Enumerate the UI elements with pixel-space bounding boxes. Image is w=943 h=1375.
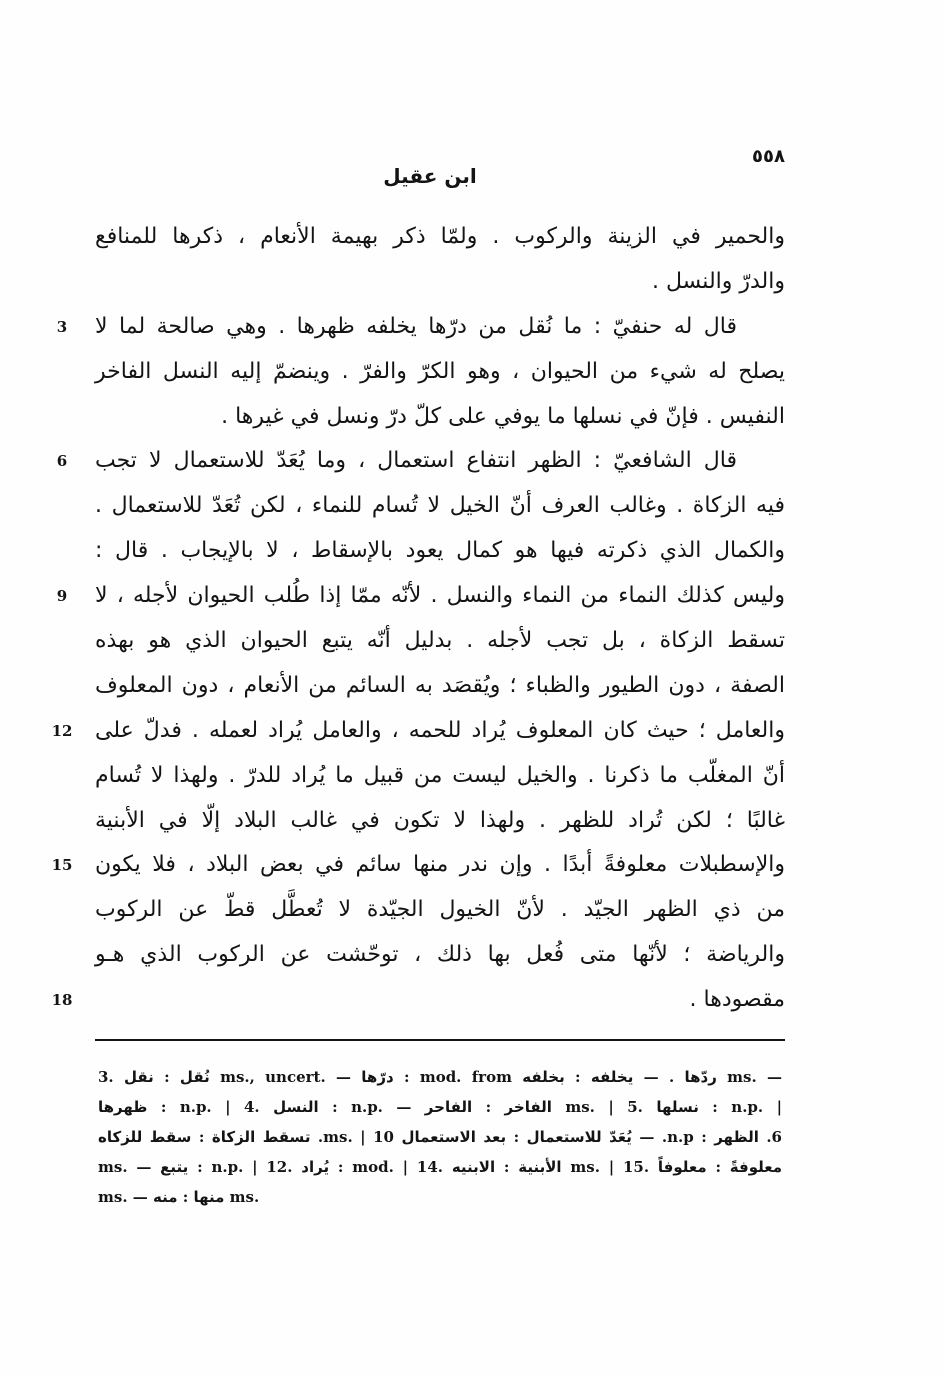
line-text: فيه الزكاة . وغالب العرف أنّ الخيل لا تُسام للنماء ، لكن تُعَدّ للاستعمال .: [95, 493, 785, 519]
line-text: والإسطبلات معلوفةً أبدًا . وإن ندر منها سائم في بعض البلاد ، فلا يكون: [95, 852, 785, 878]
line-text: تسقط الزكاة ، بل تجب لأجله . بدليل أنّه يتبع الحيوان الذي هو بهذه: [95, 628, 785, 654]
running-title: ابن عقيل: [383, 164, 477, 188]
footnote-separator: [95, 1039, 785, 1041]
line-number: 15: [51, 856, 73, 875]
line-text: والكمال الذي ذكرته فيها هو كمال يعود بالإسقاط ، لا بالإيجاب . قال :: [95, 538, 785, 564]
text-line: [51, 978, 785, 1023]
line-number: 18: [51, 991, 73, 1010]
line-text: وليس كذلك النماء من النماء والنسل . لأنّه ممّا إذا طُلب الحيوان لأجله ، لا: [95, 583, 785, 609]
line-number: 6: [56, 452, 68, 471]
footnotes: [98, 1062, 782, 1212]
line-text: والعامل ؛ حيث كان المعلوف يُراد للحمه ، والعامل يُراد لعمله . فدلّ على: [95, 717, 785, 743]
line-number: 9: [56, 587, 68, 606]
line-text: والحمير في الزينة والركوب . ولمّا ذكر بهيمة الأنعام ، ذكرها للمنافع: [95, 224, 785, 249]
footnote-line: ms. — منها : منه ms.: [98, 1188, 260, 1206]
line-text: مقصودها .: [689, 987, 785, 1013]
line-text: والدرّ والنسل .: [652, 268, 785, 294]
text-line: [95, 888, 785, 933]
text-line: [51, 709, 785, 754]
text-line: [95, 395, 785, 440]
line-text: قال له حنفيّ : ما نُقل من درّها يخلفه ظهرها . وهي صالحة لما لا: [95, 313, 737, 339]
footnote-line: ظهرها : n.p. | 4. النسل : n.p. — الفاخر : الفاحر ms. | 5. نسلها : n.p. |: [98, 1098, 783, 1116]
text-line: [95, 350, 785, 395]
text-line: [95, 933, 785, 978]
text-line: [95, 215, 785, 260]
footnote-line: ms. — يتبع : n.p. | 12. يُراد : mod. | 14. الأبنية : الابنيه ms. | 15. معلوفةً : معلوفاً: [98, 1158, 782, 1176]
line-text: والرياضة ؛ لأنّها متى فُعل بها ذلك ، توحّشت عن الركوب الذي هـو: [95, 942, 785, 968]
text-line: [56, 439, 785, 484]
main-text: [51, 215, 785, 1023]
line-text: النفيس . فإنّ في نسلها ما يوفي على كلّ درّ ونسل في غيرها .: [221, 403, 785, 429]
line-text: أنّ المغلّب ما ذكرنا . والخيل ليست من قبيل ما يُراد للدرّ . ولهذا لا تُسام: [95, 762, 785, 788]
text-line: [95, 664, 785, 709]
page-number: ٥٥٨: [752, 146, 785, 167]
text-line: [56, 574, 785, 619]
line-number: 3: [56, 317, 68, 336]
footnote-line: 3. نُقل : نقل ms., uncert. — درّها : mod. from ردّها . — يخلفه : بخلفه ms. —: [98, 1068, 782, 1086]
text-line: [95, 484, 785, 529]
text-line: [95, 619, 785, 664]
line-text: من ذي الظهر الجيّد . لأنّ الخيول الجيّدة لا تُعطَّل قطّ عن الركوب: [95, 897, 785, 923]
text-line: [56, 305, 785, 350]
text-line: [95, 799, 785, 844]
text-line: [95, 260, 785, 305]
line-text: يصلح له شيء من الحيوان ، وهو الكرّ والفرّ . وينضمّ إليه النسل الفاخر: [95, 358, 785, 384]
line-number: 12: [51, 721, 73, 740]
text-line: [95, 754, 785, 799]
text-line: [51, 843, 785, 888]
footnote-line: 6. الظهر : n.p. — يُعَدّ للاستعمال : بعد الاستعمال ms. | 10. تسقط الزكاة : سقط للزكاه: [98, 1128, 782, 1146]
line-text: الصفة ، دون الطيور والظباء ؛ ويُقصَد به السائم من الأنعام ، دون المعلوف: [95, 672, 785, 698]
line-text: غالبًا ؛ لكن تُراد للظهر . ولهذا لا تكون في غالب البلاد إلّا في الأبنية: [95, 807, 785, 833]
text-line: [95, 529, 785, 574]
line-text: قال الشافعيّ : الظهر انتفاع استعمال ، وما يُعَدّ للاستعمال لا تجب: [95, 448, 737, 474]
